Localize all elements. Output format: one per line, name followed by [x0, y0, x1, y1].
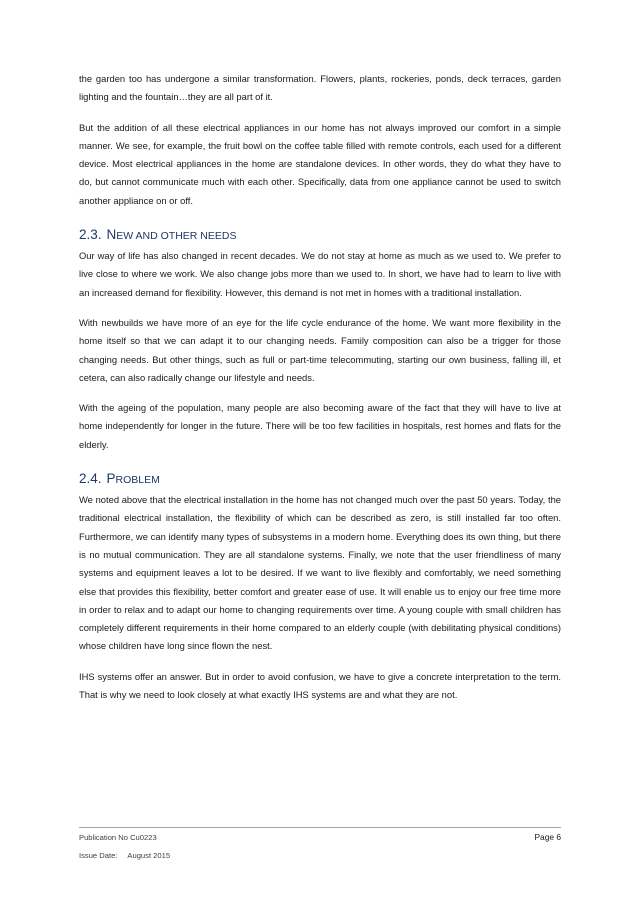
paragraph: the garden too has undergone a similar transformation. Flowers, plants, rockeries, ponds, deck terraces, garden lighting and the fountain…they are all part of it. [79, 73, 561, 103]
issue-date-value: August 2015 [127, 851, 171, 860]
paragraph: Our way of life has also changed in recent decades. We do not stay at home as much as we used to. We prefer to live close to where we work. We also change jobs more than we used to. In short, we have had to learn to live with an increased demand for flexibility. However, this demand is not met in homes with a traditional installation. [79, 250, 561, 298]
issue-date-label: Issue Date: [79, 851, 118, 860]
paragraph: But the addition of all these electrical appliances in our home has not always improved our comfort in a simple manner. We see, for example, the fruit bowl on the coffee table filled with remote controls, each used for a different device. Most electrical appliances in the home are standalone devices. In other words, they do what they have to do, but cannot communicate much with each other. Specifically, data from one appliance cannot be used to switch another appliance on or off. [79, 121, 561, 206]
section-title-initial: N [106, 227, 117, 243]
section-heading-2-4 [79, 470, 561, 489]
section-title-initial: P [106, 471, 116, 487]
document-body [79, 70, 561, 716]
paragraph: With newbuilds we have more of an eye for the life cycle endurance of the home. We want more flexibility in the home itself so that we can adapt it to our changing needs. Family composition can also be a trigger for those changing needs. But other things, such as full or part-time telecommuting, starting our own business, falling ill, et cetera, can also radically change our lifestyle and needs. [79, 316, 561, 383]
section-number: 2.3. [79, 227, 102, 243]
paragraph: We noted above that the electrical installation in the home has not changed much over the past 50 years. Today, the traditional electrical installation, the flexibility of which can be described as zero, is still installed far too often. Furthermore, we can identify many types of subsystems in a modern home. Everything does its own thing, but there is no mutual communication. They are all standalone systems. Finally, we note that the user friendliness of many systems and equipment leaves a lot to be desired. If we want to live flexibly and comfortably, we need something else that provides this flexibility, better comfort and greater ease of use. It will enable us to enjoy our free time more in order to relax and to adapt our home to changing requirements over time. A young couple with small children has completely different requirements in their home compared to an elderly couple (with debilitating physical conditions) whose children have long since flown the nest. [79, 494, 561, 652]
section-title-rest: ROBLEM [115, 474, 160, 487]
paragraph: IHS systems offer an answer. But in order to avoid confusion, we have to give a concrete interpretation to the term. That is why we need to look closely at what exactly IHS systems are and what they are not. [79, 670, 561, 701]
section-heading-2-3 [79, 226, 561, 245]
publication-number: Publication No Cu0223 [79, 833, 157, 842]
page-number: Page 6 [534, 832, 561, 842]
section-title-rest: EW AND OTHER NEEDS [116, 230, 237, 243]
section-number: 2.4. [79, 471, 102, 487]
paragraph: With the ageing of the population, many people are also becoming aware of the fact that they will have to live at home independently for longer in the future. There will be too few facilities in hospitals, rest homes and flats for the elderly. [79, 402, 561, 450]
footer-divider [79, 827, 561, 828]
page-footer [79, 832, 561, 860]
